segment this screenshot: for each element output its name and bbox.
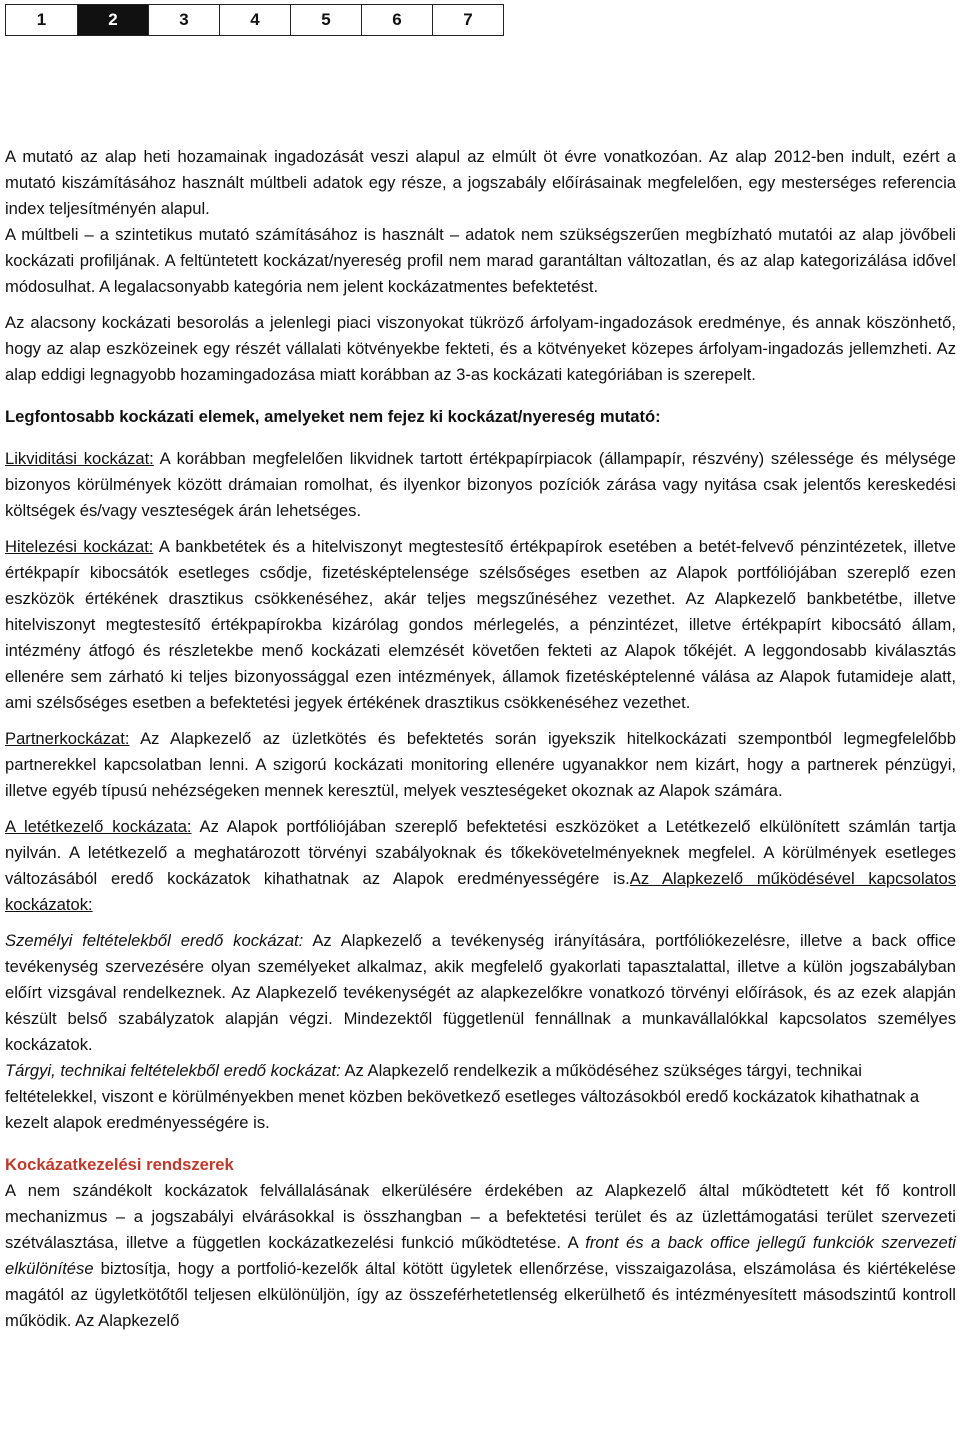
- custodian-risk-paragraph: [5, 814, 956, 918]
- personal-risk-text: Az Alapkezelő a tevékenység irányítására, portfóliókezelésre, illetve a back office tevékenység szervezésére olyan személyeket alkalmaz, akik megfelelő gyakorlati tapasztalattal, illetve a külön jogszabályban előírt vizsgával rendelkeznek. Az Alapkezelő tevékenységét az alapkezelőkre vonatkozó törvényi előírások, és az ezek alapján készült belső szabályzatok alapján végzi. Mindezektől függetlenül fennállnak a munkavállalókkal kapcsolatos személyes kockázatok.: [5, 931, 956, 1054]
- risk-scale-cell: 4: [219, 5, 290, 35]
- liquidity-risk-label: Likviditási kockázat:: [5, 449, 154, 468]
- risk-scale-cell: 6: [361, 5, 432, 35]
- personal-risk-label: Személyi feltételekből eredő kockázat:: [5, 931, 304, 950]
- liquidity-risk-text: A korábban megfelelően likvidnek tartott értékpapírpiacok (állampapír, részvény) szélessége és mélysége bizonyos körülmények között drámaian romolhat, és ilyenkor bizonyos pozíciók zárása vagy nyitása csak jelentős kereskedési költségek és/vagy veszteségek árán lehetséges.: [5, 449, 956, 520]
- past-data-paragraph: A múltbeli – a szintetikus mutató számításához is használt – adatok nem szükségszerűen megbízható mutatói az alap jövőbeli kockázati profiljának. A feltüntetett kockázat/nyereség profil nem marad garantáltan változatlan, és az alap kategorizálása idővel módosulhat. A legalacsonyabb kategória nem jelent kockázatmentes befektetést.: [5, 225, 956, 296]
- risk-scale-cell-selected: 2: [77, 5, 148, 35]
- risk-scale-cell: 1: [36, 10, 47, 29]
- key-risks-heading: Legfontosabb kockázati elemek, amelyeket nem fejez ki kockázat/nyereség mutató:: [5, 407, 661, 426]
- partner-risk-text: Az Alapkezelő az üzletkötés és befektetés során igyekszik hitelkockázati szempontból legmegfelelőbb partnerekkel kapcsolatban lenni. A szigorú kockázati monitoring ellenére ugyanakkor nem kizárt, hogy a partnerek pénzügyi, illetve egyéb típusú nehézségeken mennek keresztül, melyek veszteségeket okoznak az Alapok számára.: [5, 729, 956, 800]
- partner-risk-label: Partnerkockázat:: [5, 729, 130, 748]
- custodian-risk-label: A letétkezelő kockázata:: [5, 817, 192, 836]
- document-body: [5, 144, 956, 1334]
- credit-risk-paragraph: [5, 534, 956, 716]
- risk-scale-cell: 5: [290, 5, 361, 35]
- indicator-note-paragraph: A mutató az alap heti hozamainak ingadozását veszi alapul az elmúlt öt évre vonatkozóan. Az alap 2012-ben indult, ezért a mutató kiszámításához használt múltbeli adatok egy része, a jogszabály előírásainak megfelelően, egy mesterséges referencia index teljesítményén alapul.: [5, 147, 956, 218]
- credit-risk-text: A bankbetétek és a hitelviszonyt megtestesítő értékpapírok esetében a betét-felvevő pénzintézetek, illetve értékpapír kibocsátók esetleges csődje, fizetésképtelensége szélsőséges esetben az Alapok portfóliójában szereplő ezen eszközök értékének drasztikus csökkenéséhez, akár teljes megszűnéséhez vezethet. Az Alapkezelő bankbetétbe, illetve hitelviszonyt megtestesítő értékpapírokba kizárólag gondos mérlegelés, a pénzintézet, illetve értékpapírt kibocsátó állam, intézmény átfogó és részletekbe menő kockázati elemzését követően fekteti az Alapok tőkéjét. A leggondosabb kiválasztás ellenére sem zárható ki teljes bizonyossággal ezen intézmények, államok fizetésképtelenné válása az Alapok futamideje alatt, ami szélsőséges esetben a befektetési jegyek értékének drasztikus csökkenéséhez vezethet.: [5, 537, 956, 712]
- risk-scale-cell: 7: [432, 5, 503, 35]
- technical-risk-text: Az Alapkezelő rendelkezik a működéséhez szükséges tárgyi, technikai feltételekkel, viszont e körülményekben menet közben bekövetkező esetleges változásokból eredő kockázatok kihathatnak a kezelt alapok eredményességére is.: [5, 1061, 920, 1132]
- risk-management-heading: Kockázatkezelési rendszerek: [5, 1155, 234, 1174]
- technical-risk-label: Tárgyi, technikai feltételekből eredő kockázat:: [5, 1061, 341, 1080]
- liquidity-risk-paragraph: [5, 446, 956, 524]
- risk-management-text-after: biztosítja, hogy a portfolió-kezelők által kötött ügyletek ellenőrzése, visszaigazolása, elszámolása és kiértékelése magától az ügyletkötőtől teljesen elkülönüljön, így az összeférhetetlenség elkerülhető és intézményesített másodszintű kontroll működik. Az Alapkezelő: [5, 1259, 956, 1330]
- risk-scale-cell: 3: [148, 5, 219, 35]
- risk-scale: [5, 4, 504, 36]
- low-risk-paragraph: Az alacsony kockázati besorolás a jelenlegi piaci viszonyokat tükröző árfolyam-ingadozások eredménye, és annak köszönhető, hogy az alap eszközeinek egy részét vállalati kötvényekbe fekteti, és a kötvényeket közepes árfolyam-ingadozás jellemzheti. Az alap eddigi legnagyobb hozamingadozása miatt korábban az 3-as kockázati kategóriában is szerepelt.: [5, 313, 956, 384]
- personal-risk-paragraph: [5, 928, 956, 1058]
- risk-management-text-before: A nem szándékolt kockázatok felvállalásának elkerülésére érdekében az Alapkezelő által működtetett két fő kontroll mechanizmus – a jogszabályi elvárásokkal is összhangban – a befektetési terület és az üzlettámogatási terület szervezeti szétválasztása, illetve a független kockázatkezelési funkció működtetése. A: [5, 1181, 956, 1252]
- operational-risks-heading: Az Alapkezelő működésével kapcsolatos kockázatok:: [5, 869, 956, 914]
- technical-risk-paragraph: [5, 1058, 956, 1136]
- custodian-risk-text: Az Alapok portfóliójában szereplő befektetési eszközöket a Letétkezelő elkülönített számlán tartja nyilván. A letétkezelő a meghatározott törvényi szabályoknak és tőkekövetelményeknek megfelel. A körülmények esetleges változásából eredő kockázatok kihathatnak az Alapok eredményességére is.: [5, 817, 957, 888]
- risk-management-italic: front és a back office jellegű funkciók szervezeti elkülönítése: [5, 1233, 956, 1278]
- risk-management-paragraph: [5, 1178, 956, 1334]
- credit-risk-label: Hitelezési kockázat:: [5, 537, 154, 556]
- partner-risk-paragraph: [5, 726, 956, 804]
